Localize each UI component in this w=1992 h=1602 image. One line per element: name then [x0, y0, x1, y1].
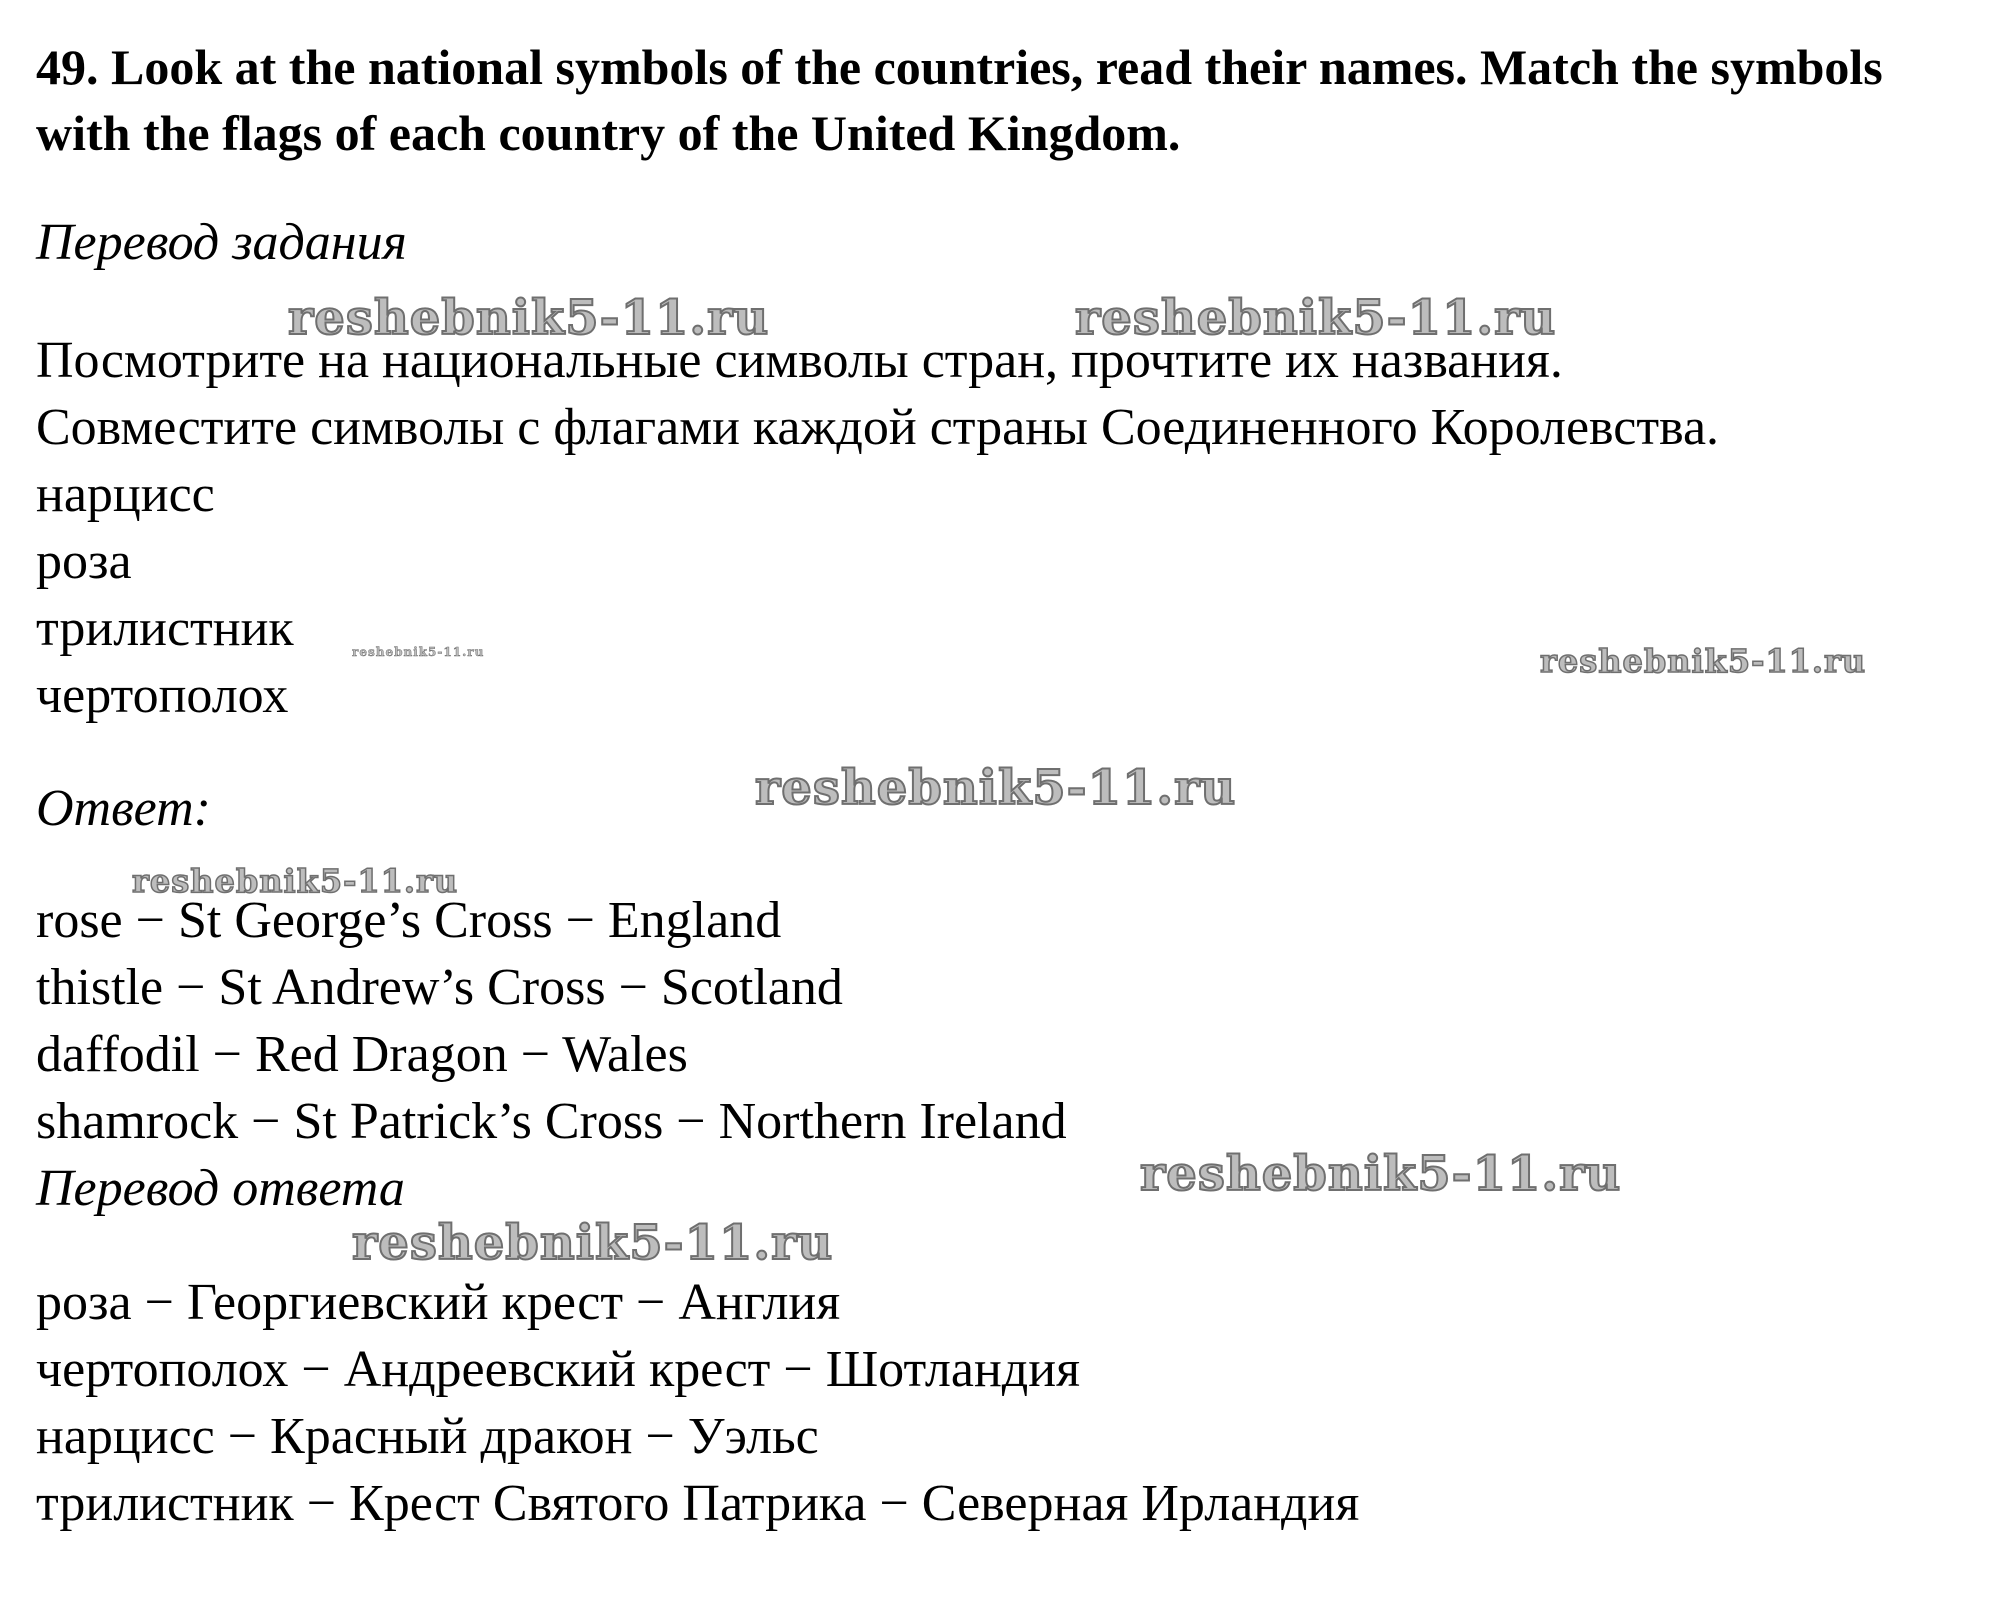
task-translation-line: Совместите символы с флагами каждой страны Соединенного Королевства. [36, 399, 1720, 456]
answer-translation-line: нарцисс − Красный дракон − Уэльс [36, 1408, 819, 1465]
answer-translation-line: роза − Георгиевский крест − Англия [36, 1274, 841, 1331]
answer-line: daffodil − Red Dragon − Wales [36, 1026, 688, 1083]
task-translation-line: Посмотрите на национальные символы стран, прочтите их названия. [36, 332, 1563, 389]
answer-line: rose − St George’s Cross − England [36, 892, 782, 949]
task-translation-line: роза [36, 533, 132, 590]
task-translation-line: нарцисс [36, 466, 215, 523]
answer-line: shamrock − St Patrick’s Cross − Northern Ireland [36, 1093, 1067, 1150]
watermark: reshebnik5-11.ru [132, 862, 459, 900]
watermark: reshebnik5-11.ru [288, 290, 770, 346]
watermark: reshebnik5-11.ru [1540, 642, 1867, 680]
answer-translation-heading: Перевод ответа [36, 1160, 405, 1217]
answer-line: thistle − St Andrew’s Cross − Scotland [36, 959, 843, 1016]
watermark: reshebnik5-11.ru [352, 1215, 834, 1271]
answer-translation-line: чертополох − Андреевский крест − Шотландия [36, 1341, 1080, 1398]
task-translation-line: чертополох [36, 667, 289, 724]
task-title: 49. Look at the national symbols of the countries, read their names. Match the symbols with the flags of each country of the United Kingdom. [36, 39, 1883, 161]
answer-translation-line: трилистник − Крест Святого Патрика − Северная Ирландия [36, 1475, 1360, 1532]
answer-heading: Ответ: [36, 780, 211, 837]
watermark: reshebnik5-11.ru [1140, 1146, 1622, 1202]
task-translation-heading: Перевод задания [36, 214, 407, 271]
watermark: reshebnik5-11.ru [1075, 290, 1557, 346]
task-translation-line: трилистник [36, 600, 294, 657]
watermark: reshebnik5-11.ru [755, 760, 1237, 816]
watermark: reshebnik5-11.ru [352, 645, 485, 659]
